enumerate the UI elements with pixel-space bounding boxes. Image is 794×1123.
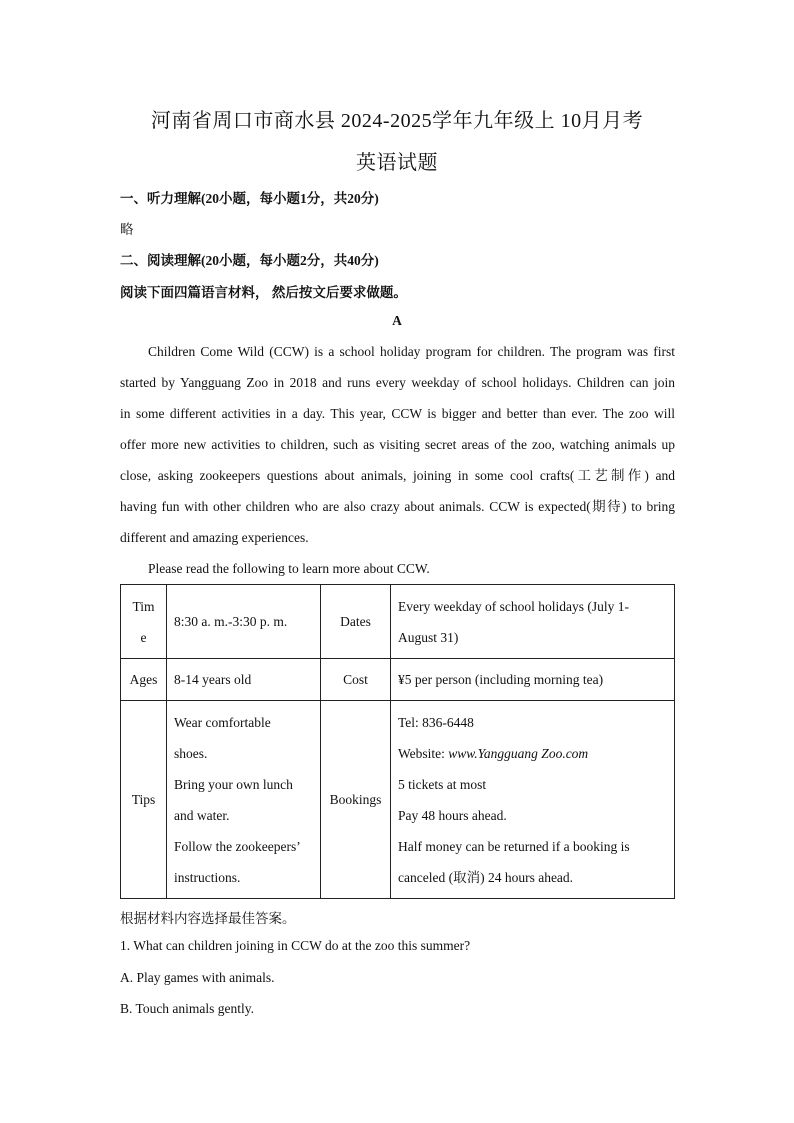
cost-label: Cost <box>321 659 391 701</box>
passage-line: Children Come Wild (CCW) is a school holiday program for children. The program was first <box>148 344 675 359</box>
time-label: Tim e <box>121 585 167 659</box>
dates-label: Dates <box>321 585 391 659</box>
passage-line: in some different activities in a day. This year, CCW is bigger and better than ever. The zoo will <box>120 406 675 421</box>
time-value: 8:30 a. m.-3:30 p. m. <box>167 585 321 659</box>
table-row <box>121 659 675 701</box>
passage-body <box>120 343 675 591</box>
exam-title: 河南省周口市商水县 2024-2025学年九年级上 10月月考 <box>150 110 644 132</box>
bookings-website: Website: www.Yangguang Zoo.com <box>398 745 589 761</box>
bookings-label: Bookings <box>321 701 391 899</box>
passage-line: offer more new activities to children, such as visiting secret areas of the zoo, watching animals up <box>120 437 675 452</box>
passage-line: having fun with other children who are also crazy about animals. CCW is expected(期待) to bring <box>120 499 675 514</box>
part1-heading: 一、听力理解(20小题，每小题1分，共20分) <box>120 191 379 206</box>
table-row <box>121 585 675 659</box>
cost-value: ¥5 per person (including morning tea) <box>391 659 675 701</box>
tips-label: Tips <box>121 701 167 899</box>
passage-line: different and amazing experiences. <box>120 530 309 545</box>
question-1: 1. What can children joining in CCW do at the zoo this summer? <box>120 938 471 953</box>
questions-instruction: 根据材料内容选择最佳答案。 <box>120 911 296 926</box>
passage-follow: Please read the following to learn more about CCW. <box>148 561 430 576</box>
part2-instruction: 阅读下面四篇语言材料， 然后按文后要求做题。 <box>120 285 407 300</box>
question-1-option-b: B. Touch animals gently. <box>120 1001 255 1016</box>
passage-label: A <box>392 313 402 328</box>
ages-value: 8-14 years old <box>167 659 321 701</box>
bookings-tel: Tel: 836-6448 <box>398 714 474 730</box>
bookings-value: Tel: 836-6448 Website: www.Yangguang Zoo.com 5 tickets at most Pay 48 hours ahead. Half money can be returned if a booking is canceled (取消) 24 hours ahead. <box>391 701 675 899</box>
passage-line: started by Yangguang Zoo in 2018 and runs every weekday of school holidays. Children can join <box>120 375 675 390</box>
table-row <box>121 701 675 899</box>
ages-label: Ages <box>121 659 167 701</box>
passage-line: close, asking zookeepers questions about animals, joining in some cool crafts(工艺制作) and <box>120 468 675 483</box>
ccw-info-table <box>120 584 675 899</box>
tips-value: Wear comfortable shoes. Bring your own lunch and water. Follow the zookeepers’ instructions. <box>167 701 321 899</box>
exam-subtitle: 英语试题 <box>356 152 438 174</box>
dates-value: Every weekday of school holidays (July 1- August 31) <box>391 585 675 659</box>
question-1-option-a: A. Play games with animals. <box>120 970 275 985</box>
part1-note: 略 <box>120 222 134 237</box>
part2-heading: 二、阅读理解(20小题，每小题2分，共40分) <box>120 253 379 268</box>
website-link[interactable]: www.Yangguang Zoo.com <box>448 745 589 761</box>
